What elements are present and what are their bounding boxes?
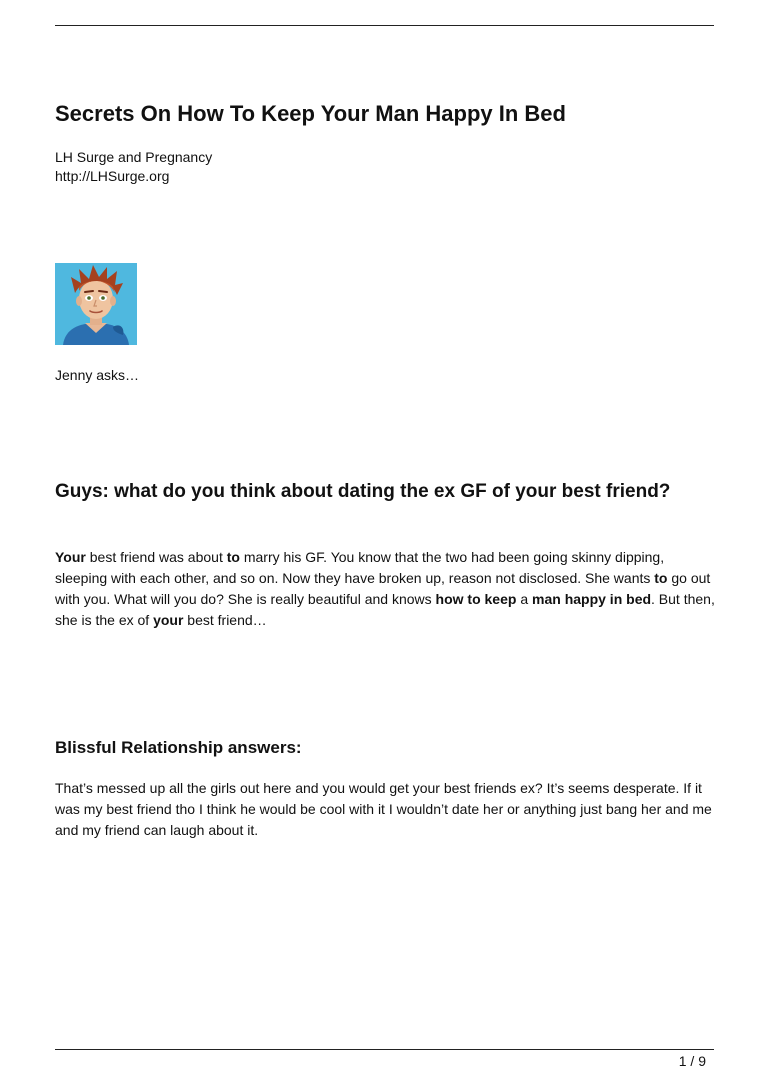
emphasis-text: man happy in bed xyxy=(532,591,652,607)
avatar xyxy=(55,263,137,345)
body-text: . But then, she is the ex of xyxy=(55,591,715,628)
document-title: Secrets On How To Keep Your Man Happy In Bed xyxy=(55,101,566,126)
cartoon-avatar-icon xyxy=(55,263,137,345)
emphasis-text: Your xyxy=(55,549,86,565)
site-url[interactable]: http://LHSurge.org xyxy=(55,168,170,184)
emphasis-text: to xyxy=(654,570,668,586)
asker-line: Jenny asks… xyxy=(55,367,140,383)
emphasis-text: your xyxy=(153,612,184,628)
site-name: LH Surge and Pregnancy xyxy=(55,149,213,165)
source-info xyxy=(55,148,212,186)
page-number: 1 / 9 xyxy=(678,1053,706,1069)
emphasis-text: how to keep xyxy=(435,591,517,607)
answer-body: That’s messed up all the girls out here and you would get your best friends ex? It’s seems desperate. If it was my best friend tho I think he would be cool with it I wouldn’t date her or anything just bang her and me and my friend can laugh about it. xyxy=(55,780,712,838)
emphasis-text: to xyxy=(226,549,240,565)
question-heading: Guys: what do you think about dating the ex GF of your best friend? xyxy=(55,481,671,502)
header-rule xyxy=(55,25,714,26)
body-text: marry his GF. You know that the two had been going skinny dipping, sleeping with each other, and so on. Now they have broken up, reason not disclosed. She wants xyxy=(55,549,665,586)
body-text: a xyxy=(516,591,533,607)
body-text: go out with you. What will you do? She is really beautiful and knows xyxy=(55,570,711,607)
body-text: best friend… xyxy=(183,612,267,628)
answer-heading: Blissful Relationship answers: xyxy=(55,738,302,757)
body-text: best friend was about xyxy=(85,549,227,565)
question-body xyxy=(55,547,720,631)
footer-rule xyxy=(55,1049,714,1050)
